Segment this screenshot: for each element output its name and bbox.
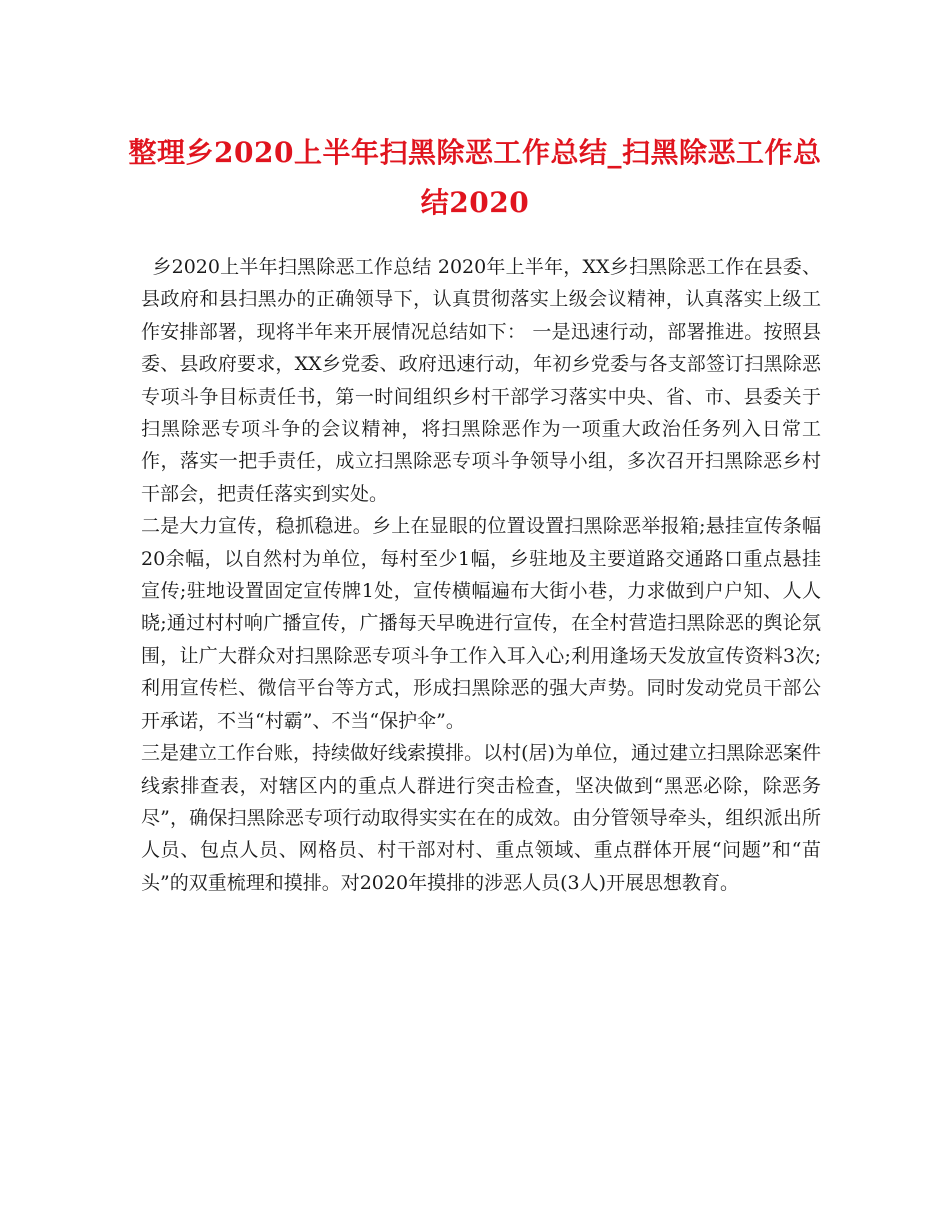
paragraph-2: 二是大力宣传，稳抓稳进。乡上在显眼的位置设置扫黑除恶举报箱;悬挂宣传条幅20余幅，以自然村为单位，每村至少1幅，乡驻地及主要道路交通路口重点悬挂宣传;驻地设置固定宣传牌1处，宣传横幅遍布大街小巷，力求做到户户知、人人晓;通过村村响广播宣传，广播每天早晚进行宣传，在全村营造扫黑除恶的舆论氛围，让广大群众对扫黑除恶专项斗争工作入耳入心;利用逢场天发放宣传资料3次;利用宣传栏、微信平台等方式，形成扫黑除恶的强大声势。同时发动党员干部公开承诺，不当“村霸”、不当“保护伞”。 — [141, 515, 821, 732]
document-title: 整理乡2020上半年扫黑除恶工作总结_扫黑除恶工作总结2020 — [128, 136, 822, 219]
paragraph-1: 乡2020上半年扫黑除恶工作总结 2020年上半年，XX乡扫黑除恶工作在县委、县政府和县扫黑办的正确领导下，认真贯彻落实上级会议精神，认真落实上级工作安排部署，现将半年来开展情况总结如下： 一是迅速行动，部署推进。按照县委、县政府要求，XX乡党委、政府迅速行动，年初乡党委与各支部签订扫黑除恶专项斗争目标责任书，第一时间组织乡村干部学习落实中央、省、市、县委关于扫黑除恶专项斗争的会议精神，将扫黑除恶作为一项重大政治任务列入日常工作，落实一把手责任，成立扫黑除恶专项斗争领导小组，多次召开扫黑除恶乡村干部会，把责任落实到实处。 — [141, 256, 821, 505]
document-body — [141, 251, 821, 899]
paragraph-3: 三是建立工作台账，持续做好线索摸排。以村(居)为单位，通过建立扫黑除恶案件线索排查表，对辖区内的重点人群进行突击检查，坚决做到“黑恶必除，除恶务尽”，确保扫黑除恶专项行动取得实实在在的成效。由分管领导牵头，组织派出所人员、包点人员、网格员、村干部对村、重点领域、重点群体开展“问题”和“苗头”的双重梳理和摸排。对2020年摸排的涉恶人员(3人)开展思想教育。 — [141, 742, 821, 894]
